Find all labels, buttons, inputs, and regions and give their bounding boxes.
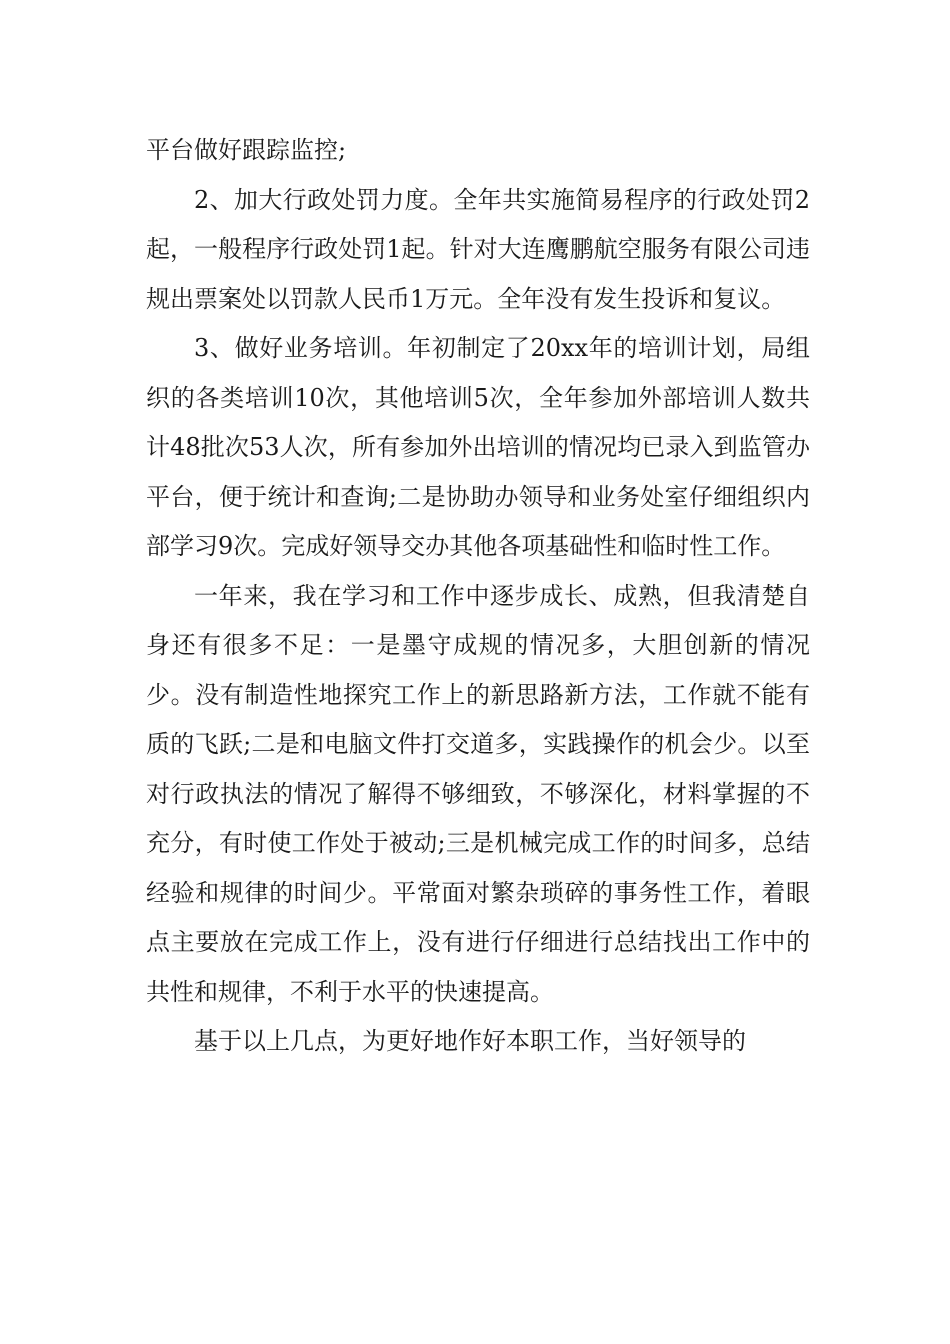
paragraph-item-3: 3、做好业务培训。年初制定了20xx年的培训计划，局组织的各类培训10次，其他培训5次，全年参加外部培训人数共计48批次53人次，所有参加外出培训的情况均已录入到监管办平台，便于统计和查询;二是协助办领导和业务处室仔细组织内部学习9次。完成好领导交办其他各项基础性和临时性工作。 xyxy=(146,334,810,560)
paragraph-continuation: 平台做好跟踪监控; xyxy=(146,136,347,164)
document-page xyxy=(146,126,810,1067)
paragraph-item-2: 2、加大行政处罚力度。全年共实施简易程序的行政处罚2起，一般程序行政处罚1起。针对大连鹰鹏航空服务有限公司违规出票案处以罚款人民币1万元。全年没有发生投诉和复议。 xyxy=(146,185,810,313)
paragraph-self-review: 一年来，我在学习和工作中逐步成长、成熟，但我清楚自身还有很多不足：一是墨守成规的情况多，大胆创新的情况少。没有制造性地探究工作上的新思路新方法，工作就不能有质的飞跃;二是和电脑文件打交道多，实践操作的机会少。以至对行政执法的情况了解得不够细致，不够深化，材料掌握的不充分，有时使工作处于被动;三是机械完成工作的时间多，总结经验和规律的时间少。平常面对繁杂琐碎的事务性工作，着眼点主要放在完成工作上，没有进行仔细进行总结找出工作中的共性和规律，不利于水平的快速提高。 xyxy=(146,581,810,1006)
paragraph-conclusion: 基于以上几点，为更好地作好本职工作，当好领导的 xyxy=(194,1027,746,1055)
